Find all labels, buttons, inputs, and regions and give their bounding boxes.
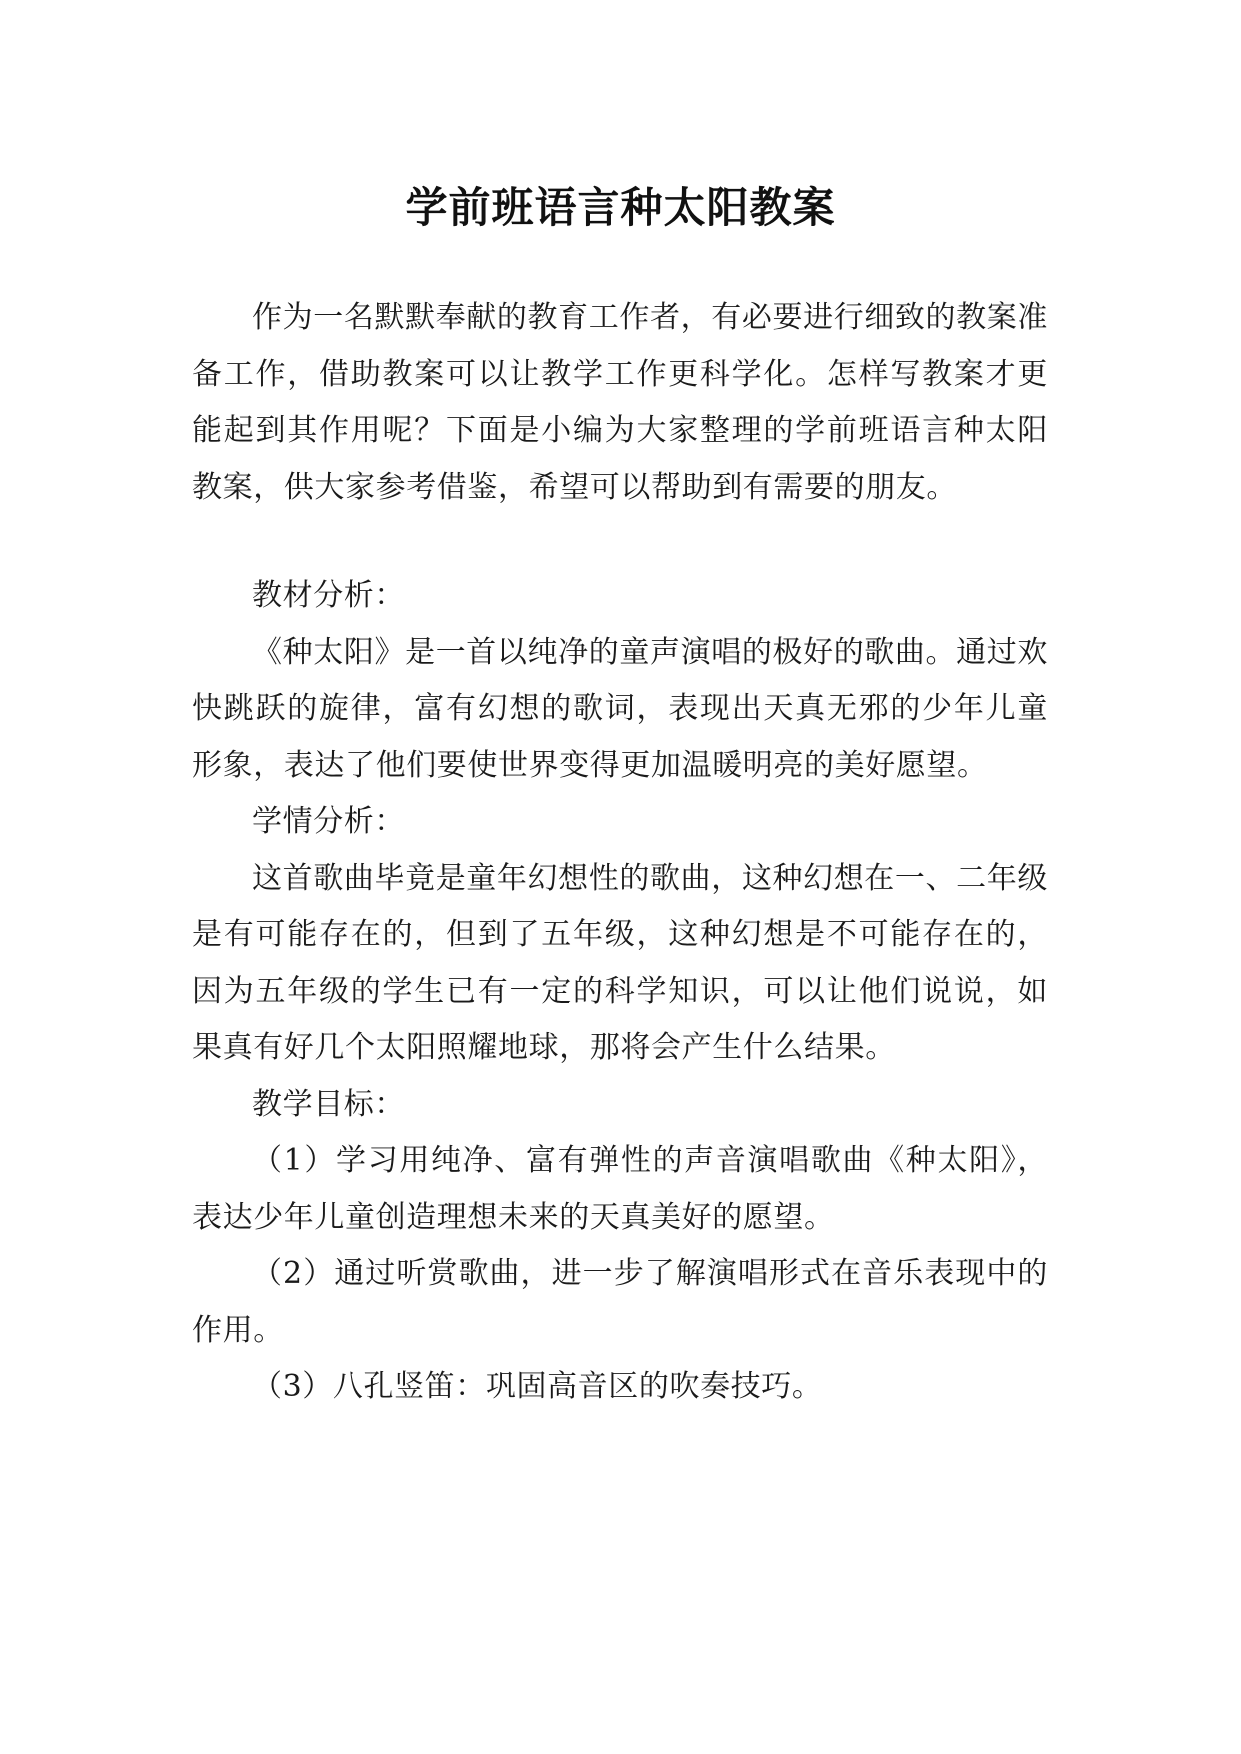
material-analysis-heading: 教材分析： [252, 578, 405, 613]
document-body [192, 290, 1048, 1416]
student-analysis-text: 这首歌曲毕竟是童年幻想性的歌曲，这种幻想在一、二年级是有可能存在的，但到了五年级，这种幻想是不可能存在的，因为五年级的学生已有一定的科学知识，可以让他们说说，如果真有好几个太阳照耀地球，那将会产生什么结果。 [192, 860, 1048, 1065]
teaching-goals-heading: 教学目标： [252, 1086, 405, 1122]
material-analysis-text: 《种太阳》是一首以纯净的童声演唱的极好的歌曲。通过欢快跳跃的旋律，富有幻想的歌词，表现出天真无邪的少年儿童形象，表达了他们要使世界变得更加温暖明亮的美好愿望。 [192, 634, 1048, 783]
intro-paragraph: 作为一名默默奉献的教育工作者，有必要进行细致的教案准备工作，借助教案可以让教学工作更科学化。怎样写教案才更能起到其作用呢？下面是小编为大家整理的学前班语言种太阳教案，供大家参考借鉴，希望可以帮助到有需要的朋友。 [192, 300, 1048, 505]
page-title: 学前班语言种太阳教案 [405, 183, 836, 233]
teaching-goal-item: （2）通过听赏歌曲，进一步了解演唱形式在音乐表现中的作用。 [192, 1256, 1048, 1348]
student-analysis-heading: 学情分析： [252, 804, 405, 839]
teaching-goal-item: （1）学习用纯净、富有弹性的声音演唱歌曲《种太阳》，表达少年儿童创造理想未来的天真美好的愿望。 [192, 1143, 1048, 1235]
teaching-goal-item: （3）八孔竖笛：巩固高音区的吹奏技巧。 [252, 1369, 823, 1404]
